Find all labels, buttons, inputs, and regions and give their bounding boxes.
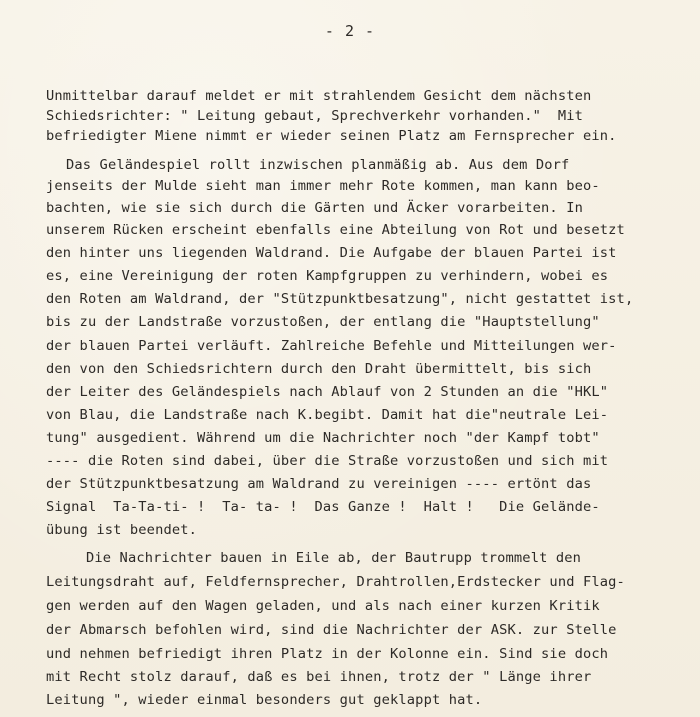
text-line: jenseits der Mulde sieht man immer mehr Rote kommen, man kann beo- [46, 178, 600, 194]
text-line: der Stützpunktbesatzung am Waldrand zu vereinigen ---- ertönt das [46, 476, 592, 492]
text-line: den von den Schiedsrichtern durch den Draht übermittelt, bis sich [46, 361, 592, 377]
text-line: bachten, wie sie sich durch die Gärten und Äcker vorarbeiten. In [46, 200, 583, 216]
text-line: Schiedsrichter: " Leitung gebaut, Sprechverkehr vorhanden." Mit [46, 108, 583, 124]
text-line: Die Nachrichter bauen in Eile ab, der Bautrupp trommelt den [86, 550, 582, 566]
text-line: von Blau, die Landstraße nach K.begibt. Damit hat die"neutrale Lei- [46, 407, 609, 423]
text-line: unserem Rücken erscheint ebenfalls eine Abteilung von Rot und besetzt [46, 222, 625, 238]
text-line: es, eine Vereinigung der roten Kampfgruppen zu verhindern, wobei es [46, 268, 609, 284]
text-line: gen werden auf den Wagen geladen, und als nach einer kurzen Kritik [46, 598, 600, 614]
text-line: der blauen Partei verläuft. Zahlreiche Befehle und Mitteilungen wer- [46, 338, 617, 354]
text-line: Signal Ta-Ta-ti- ! Ta- ta- ! Das Ganze ! Halt ! Die Gelände- [46, 499, 600, 515]
text-line: den hinter uns liegenden Waldrand. Die Aufgabe der blauen Partei ist [46, 245, 617, 261]
text-line: den Roten am Waldrand, der "Stützpunktbesatzung", nicht gestattet ist, [46, 291, 634, 307]
text-line: übung ist beendet. [46, 522, 198, 538]
page-number: - 2 - [324, 22, 376, 40]
text-line: Unmittelbar darauf meldet er mit strahlendem Gesicht dem nächsten [46, 88, 592, 104]
text-line: tung" ausgedient. Während um die Nachrichter noch "der Kampf tobt" [46, 430, 600, 446]
text-line: ---- die Roten sind dabei, über die Straße vorzustoßen und sich mit [46, 453, 609, 469]
text-line: bis zu der Landstraße vorzustoßen, der entlang die "Hauptstellung" [46, 314, 600, 330]
text-line: befriedigter Miene nimmt er wieder seinen Platz am Fernsprecher ein. [46, 128, 617, 144]
text-line: Leitungsdraht auf, Feldfernsprecher, Drahtrollen,Erdstecker und Flag- [46, 574, 625, 590]
text-line: und nehmen befriedigt ihren Platz in der Kolonne ein. Sind sie doch [46, 646, 609, 662]
text-line: der Abmarsch befohlen wird, sind die Nachrichter der ASK. zur Stelle [46, 622, 617, 638]
text-line: Leitung ", wieder einmal besonders gut geklappt hat. [46, 692, 483, 708]
text-line: mit Recht stolz darauf, daß es bei ihnen, trotz der " Länge ihrer [46, 669, 592, 685]
text-line: der Leiter des Geländespiels nach Ablauf von 2 Stunden an die "HKL" [46, 384, 609, 400]
text-line: Das Geländespiel rollt inzwischen planmäßig ab. Aus dem Dorf [66, 157, 570, 173]
